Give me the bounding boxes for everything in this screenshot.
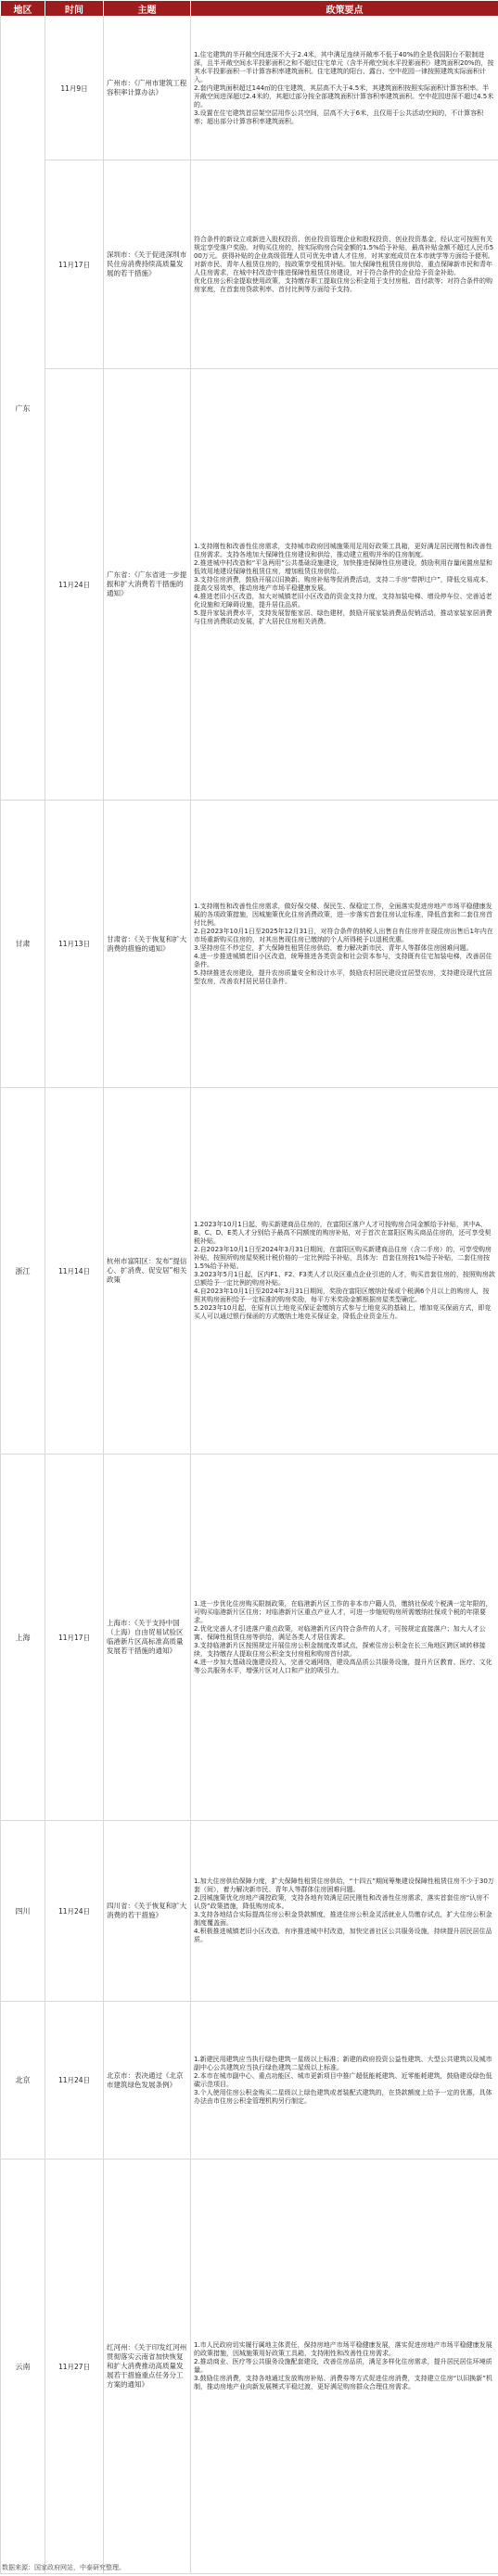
table-row [1, 801, 498, 1088]
region-cell: 广东 [1, 17, 45, 801]
policy-points-cell [191, 1088, 498, 1455]
policy-point: 3.支持住房消费，鼓励开展以旧换新、购房补贴等促消费活动，支持二手房“带押过户”，降低交易成本，提高交易效率，推动房地产市场平稳健康发展。 [194, 576, 492, 592]
policy-points-cell [191, 801, 498, 1088]
policy-points-cell [191, 160, 498, 369]
policy-point: 5.持续推进农房建设，提升农房质量安全和设计水平，鼓励农村居民建设宜居型农房，支持建设现代宜居型农房，改善农村居民居住条件。 [194, 968, 492, 985]
region-cell: 云南 [1, 2159, 45, 2574]
policy-point: 1.加大住房供给保障力度，扩大保障性租赁住房供给，“十四五”期间筹集建设保障性租赁住房不少于30万套（间），着力解决新市民、青年人等群体住房困难问题。 [194, 1878, 494, 1893]
date-cell: 11月24日 [45, 369, 104, 801]
policy-point: 4.进一步推进城镇老旧小区改造，统筹推进各类资金和社会资本参与，支持既有住宅加装电梯，改善居住条件。 [194, 952, 492, 968]
table-body [1, 17, 498, 2574]
policy-point: 2.推进城中村改造和“平急两用”公共基础设施建设，加快推进保障性住房建设，鼓励利用存量闲置房屋和低效用地建设保障性租赁住房，增加租赁住房供给。 [194, 559, 492, 575]
policy-point: 2.本市在城市副中心、重点功能区、城市更新项目中推广超低能耗建筑、近零能耗建筑，鼓励建设绿色低碳示范项目。 [194, 2071, 492, 2088]
date-cell: 11月9日 [45, 17, 104, 160]
policy-point: 4.推进老旧小区改造，加大对城镇老旧小区改造的资金支持力度，支持加装电梯、增设停车位、完善适老化设施和无障碍设施，提升居住品质。 [194, 593, 492, 609]
table-row [1, 1455, 498, 1821]
policy-points-cell [191, 17, 498, 160]
policy-point: 1.2023年10月1日起，购买新建商品住房的，在富阳区落户人才可按购房合同金额给予补贴，其中A、B、C、D、E类人才分别给予最高不同额度的购房补贴，对于首次在富阳区购买商品住房的，还可享受契税补贴。 [194, 1221, 492, 1245]
policy-point: 3.2023年5月1日起，区内F1、F2、F3类人才以及区重点企业引进的人才，购买首套住房的，按照购房款总额给予一定比例的购房补贴。 [194, 1271, 495, 1287]
table-row [1, 1821, 498, 2002]
table-row [1, 17, 498, 160]
table-row [1, 1088, 498, 1455]
date-cell: 11月24日 [45, 2002, 104, 2159]
policy-point: 优化住房公积金提取使用政策，支持缴存职工提取住房公积金用于支付房租、首付款等；对符合条件的购房家庭，在首套房贷款利率、首付比例等方面给予支持。 [194, 276, 492, 293]
theme-cell: 上海市：《关于支持中国（上海）自由贸易试验区临港新片区高标准高质量发展若干措施的通知》 [104, 1455, 191, 1821]
theme-cell: 甘肃省：《关于恢复和扩大消费的措施的通知》 [104, 801, 191, 1088]
policy-point: 1.新建民用建筑应当执行绿色建筑一星级以上标准；新建的政府投资公益性建筑、大型公共建筑以及城市副中心公共建筑应当执行绿色建筑二星级以上标准。 [194, 2055, 492, 2071]
policy-point: 2.自2023年10月1日至2024年3月31日期间，在富阳区购买新建商品住房（含二手房）的，可享受购房补贴，按照所购房屋契税计税价格的一定比例给予补贴，具体为：首套住房按1%给予补贴，二套住房按1.5%给予补贴。 [194, 1246, 492, 1270]
policy-points-cell [191, 2159, 498, 2574]
policy-points-cell [191, 2002, 498, 2159]
region-cell: 甘肃 [1, 801, 45, 1088]
theme-cell: 杭州市富阳区：发布“提信心、扩消费、促安居”相关政策 [104, 1088, 191, 1455]
policy-point: 1.支持刚性和改善性住房需求，支持城市政府因城施策用足用好政策工具箱，更好满足居民刚性和改善性住房需求。支持各地加大保障性住房建设和供给，推动建立租购并举的住房制度。 [194, 543, 492, 558]
date-cell: 11月17日 [45, 1455, 104, 1821]
policy-point: 4.积极推进城镇老旧小区改造，有序推进城中村改造，加快完善社区公共服务设施，持续提升居民居住品质。 [194, 1928, 492, 1943]
policy-points-cell [191, 1821, 498, 2002]
header-region: 地区 [1, 1, 45, 17]
table-row [1, 2002, 498, 2159]
header-theme: 主题 [104, 1, 191, 17]
theme-cell: 北京市：表决通过《北京市建筑绿色发展条例》 [104, 2002, 191, 2159]
date-cell: 11月13日 [45, 801, 104, 1088]
date-cell: 11月14日 [45, 1088, 104, 1455]
policy-points-cell [191, 1455, 498, 1821]
region-cell: 上海 [1, 1455, 45, 1821]
region-cell: 北京 [1, 2002, 45, 2159]
policy-point: 2.因城施策优化房地产调控政策，支持各地有效满足居民刚性和改善性住房需求，落实首套住房“认房不认贷”政策措施，降低购房成本。 [194, 1894, 490, 1910]
policy-point: 3.支持各地结合实际提高住房公积金贷款额度，推进住房公积金灵活就业人员缴存试点，扩大住房公积金制度覆盖面。 [194, 1911, 492, 1927]
theme-cell: 深圳市：《关于促进深圳市民住房消费持续高质量发展的若干措施》 [104, 160, 191, 369]
policy-point: 对新市民、青年人租赁住房的，按政策享受租赁补贴。加大保障性租赁住房供给，重点保障新市民和青年人住房需求，在城中村改造中推进保障性租赁住房建设，对于符合条件的企业给予资金补助。 [194, 260, 492, 276]
table-header-row [1, 1, 498, 17]
date-cell: 11月27日 [45, 2159, 104, 2574]
source-note: 数据来源：国家政府网站，中泰研究整理。 [2, 2564, 125, 2571]
policy-point: 1.市人民政府切实履行属地主体责任，保持房地产市场平稳健康发展，落实促进房地产市场平稳健康发展的政策措施，因城施策用好政策工具箱，支持刚性和改善性住房需求。 [194, 2341, 492, 2357]
policy-point: 3.个人使用住房公积金购买二星级以上绿色建筑或者装配式建筑的，在贷款额度上给予一定的优惠，具体办法由市住房公积金管理机构另行制定。 [194, 2088, 492, 2105]
theme-cell: 红河州：《关于印发红河州贯彻落实云南省加快恢复和扩大消费推动高质量发展若干措施重点任务分工方案的通知》 [104, 2159, 191, 2574]
policy-point: 3.设置在住宅建筑首层架空层用作公共空间，层高不大于6米，且仅用于公共活动空间的，不计算容积率；超出部分计算容积率建筑面积。 [194, 109, 484, 125]
policy-point: 2.推动商业、医疗等公共服务设施配套建设，改善住房品质，满足多样化住房需求，提升居民居住环境质量。 [194, 2358, 492, 2374]
policy-point: 4.进一步加大基础设施建设投入，完善交通网络，建设高品质公共服务设施，提升片区教育、医疗、文化等公共服务水平，增强片区对人口和产业的吸引力。 [194, 1658, 492, 1674]
policy-point: 2.自2023年10月1日至2025年12月31日，对符合条件的纳税人出售自有住房并在现住房出售后1年内在市场重新购买住房的，对其出售现住房已缴纳的个人所得税予以退税优惠。 [194, 927, 493, 943]
theme-cell: 四川省：《关于恢复和扩大消费的若干措施》 [104, 1821, 191, 2002]
region-cell: 四川 [1, 1821, 45, 2002]
policy-point: 3.支持临港新片区按照规定开展住房公积金制度改革试点，探索住房公积金在长三角地区跨区域转移接续，支持缴存人提取住房公积金支付房租和购房首付款。 [194, 1641, 486, 1658]
policy-point: 1.进一步优化住房购买限制政策，在临港新片区工作的非本市户籍人员，缴纳社保或个税满一定年限的，可购买临港新片区住房；对临港新片区重点产业人才，可进一步缩短购房所需缴纳社保或个税的年限要求。 [194, 1599, 492, 1624]
policy-point: 2.套内建筑面积超过144㎡的住宅建筑，其层高不大于4.5米，其建筑面积按照实际面积计算容积率。半开敞空间进深超过2.4米的，其超过部分按全部建筑面积计算容积率建筑面积。空中花园进深不超过4.5米的。 [194, 83, 494, 109]
policy-point: 2.优化完善人才引进落户重点政策，对临港新片区内符合条件的人才，可按规定直接落户；加大人才公寓、保障性租赁住房等供给，满足各类人才居住需求。 [194, 1624, 486, 1641]
policy-point: 符合条件的新设立或新进入股权投资、创业投资管理企业和股权投资、创业投资基金，经认定可按照有关规定享受落户奖励。对购买住房的，按实际购房合同金额的1.5%给予补贴，最高补贴金额不超过人民币500万元。获得补贴的企业高级管理人员可优先申请人才住房，对其家庭成员在本市就学等方面给予便利。 [194, 235, 494, 260]
header-date: 时间 [45, 1, 104, 17]
header-points: 政策要点 [191, 1, 498, 17]
theme-cell: 广州市：《广州市建筑工程容积率计算办法》 [104, 17, 191, 160]
table-row [1, 369, 498, 801]
region-cell: 浙江 [1, 1088, 45, 1455]
date-cell: 11月24日 [45, 1821, 104, 2002]
policy-point: 3.鼓励住房消费，支持各地通过发放购房补贴、消费券等方式促进住房消费，支持建立住房“以旧换新”机制，推动房地产业向新发展模式平稳过渡，更好满足购房群众合理住房需求。 [194, 2375, 492, 2390]
policy-point: 1.支持刚性和改善性住房需求，做好保交楼、保民生、保稳定工作，全面落实促进房地产市场平稳健康发展的各项政策措施，因城施策优化住房消费政策，进一步落实首套住房认定标准，降低首套和二套住房首付比例。 [194, 902, 492, 927]
date-cell: 11月17日 [45, 160, 104, 369]
table-row [1, 160, 498, 369]
table-row [1, 2159, 498, 2574]
policy-point: 4.自2023年10月1日至2024年3月31日期间，奖励在富阳区缴纳社保或个税满6个月以上的购房人，按照其购房面积给予一定标准的购房奖励，每平方米奖励金额根据房屋类型确定。 [194, 1288, 490, 1303]
policy-point: 3.坚持房住不炒定位，扩大保障性租赁住房供给，着力解决新市民、青年人等群体住房困难问题。 [194, 943, 473, 952]
policy-point: 5.2023年10月起，在原有以土地竞买保证金缴纳方式参与土地竞买的基础上，增加竞买保函方式，即竞买人可以通过银行保函的方式缴纳土地竞买保证金，降低企业资金压力。 [194, 1304, 492, 1320]
policy-points-cell [191, 369, 498, 801]
policy-point: 1.住宅建筑的半开敞空间进深不大于2.4米，其中满足连续开敞率不低于40%的全是我国阳台不限制进深，且半开敞空间水平投影面积之和不超过住宅单元（含半开敞空间水平投影面积）建筑面积20%的，按其水平投影面积一半计算容积率建筑面积。住宅建筑的阳台、露台、空中花园一律按照建筑实际面积计入。 [194, 50, 494, 83]
policy-point: 5.提升家装消费水平，支持发展智能家居、绿色建材，鼓励开展家装消费品促销活动，推动家装家居消费与住房消费联动发展，扩大居民住房相关消费。 [194, 609, 492, 625]
theme-cell: 广东省：《广东省进一步提振和扩大消费若干措施的通知》 [104, 369, 191, 801]
